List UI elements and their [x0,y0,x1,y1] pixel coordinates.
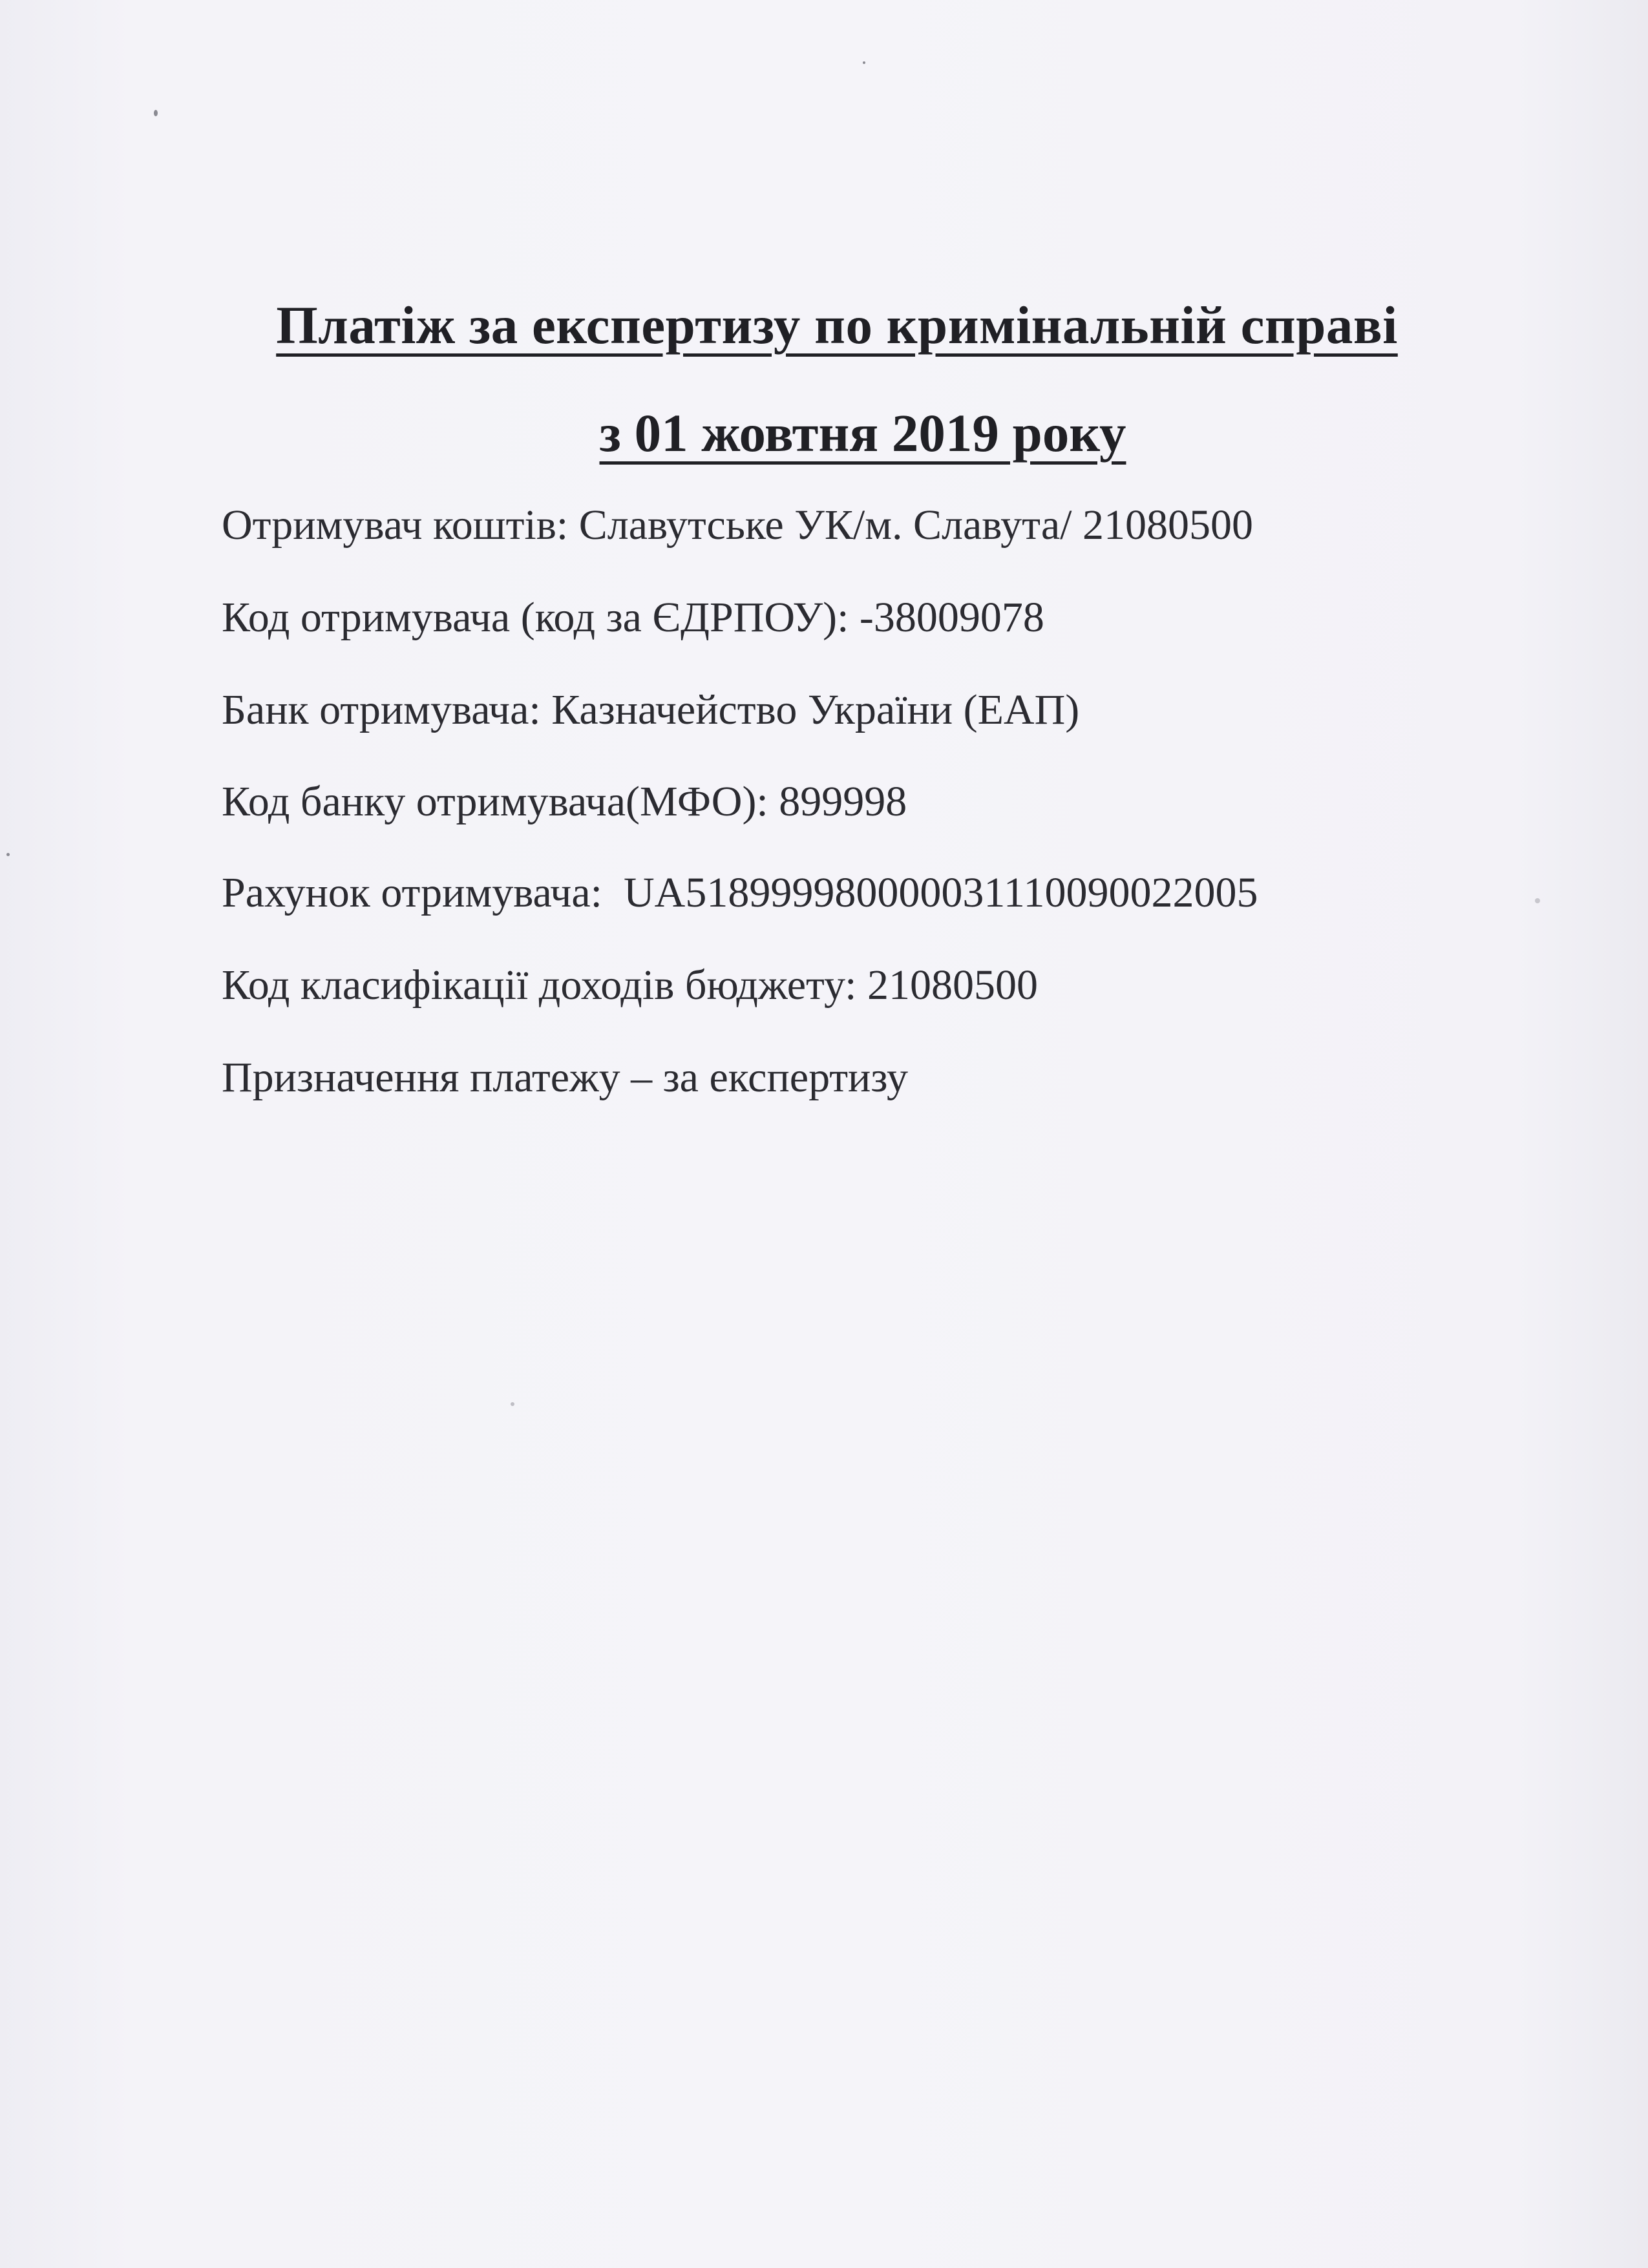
recipient-bank-value: Казначейство України (ЕАП) [551,686,1080,733]
budget-classification-field [222,961,1038,1010]
payment-purpose-value: за експертизу [662,1054,909,1101]
scan-speck [1535,898,1540,903]
recipient-account-label: Рахунок отримувача: [222,869,624,916]
recipient-account-value: UA518999980000031110090022005 [624,869,1258,916]
recipient-account-field [222,868,1258,918]
document-title-line-2: з 01 жовтня 2019 року [599,403,1126,463]
scan-speck [154,110,158,116]
payment-purpose-field [222,1053,908,1102]
recipient-code-label: Код отримувача (код за ЄДРПОУ): [222,594,860,641]
recipient-code-field [222,593,1044,642]
payment-purpose-label: Призначення платежу – [222,1054,663,1101]
scan-speck [863,61,865,64]
scan-speck [6,853,10,856]
recipient-code-value: -38009078 [859,594,1044,641]
budget-classification-label: Код класифікації доходів бюджету: [222,961,867,1009]
recipient-bank-field [222,686,1079,735]
document-title-line-1: Платіж за експертизу по кримінальній справі [276,295,1398,355]
recipient-bank-label: Банк отримувача: [222,686,552,733]
bank-code-value: 899998 [779,778,907,825]
recipient-label: Отримувач коштів: [222,501,579,549]
recipient-field [222,501,1253,550]
budget-classification-value: 21080500 [867,961,1038,1009]
scan-speck [511,1402,514,1406]
bank-code-label: Код банку отримувача(МФО): [222,778,779,825]
recipient-value: Славутське УК/м. Славута/ 21080500 [578,501,1253,549]
bank-code-field [222,777,907,826]
